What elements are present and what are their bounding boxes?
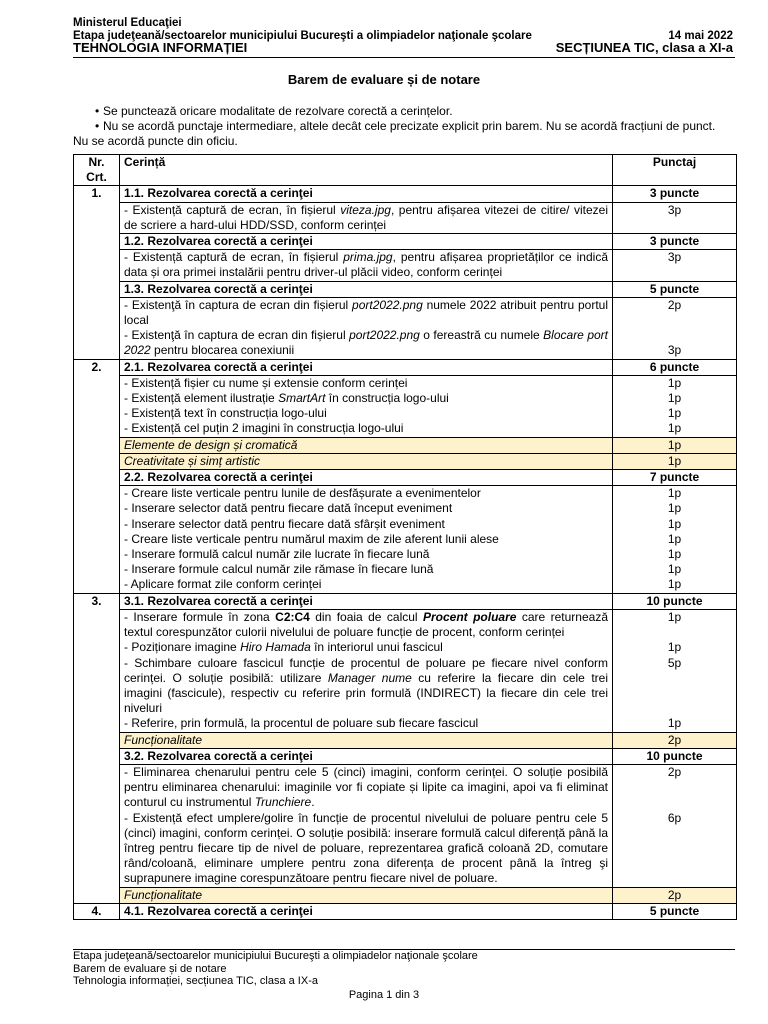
row-number: 1. [74, 186, 120, 202]
table-row [74, 532, 737, 547]
task-row [74, 903, 737, 919]
table-row [74, 716, 737, 732]
row-number [74, 811, 120, 888]
footer-subject: Tehnologia informației, secțiunea TIC, clasa a IX-a [73, 975, 318, 987]
requirement-text: Funcționalitate [120, 887, 613, 903]
row-number [74, 391, 120, 406]
requirement-text: - Inserare formulă calcul număr zile lucrate în fiecare lună [120, 547, 613, 562]
table-row [74, 517, 737, 532]
table-row [74, 250, 737, 281]
requirement-text: - Existență fișier cu nume și extensie conform cerinței [120, 375, 613, 391]
grading-table [73, 154, 737, 920]
row-number [74, 748, 120, 764]
points-value: 6 puncte [613, 359, 737, 375]
points-value: 1p [613, 547, 737, 562]
table-row [74, 732, 737, 748]
row-number [74, 562, 120, 577]
points-value: 3 puncte [613, 234, 737, 250]
task-row [74, 593, 737, 609]
table-row [74, 811, 737, 888]
table-row [74, 547, 737, 562]
bullet-icon: • [95, 104, 100, 118]
table-row [74, 764, 737, 810]
requirement-text: Creativitate și simț artistic [120, 453, 613, 469]
row-number [74, 437, 120, 453]
row-number [74, 328, 120, 359]
table-row [74, 421, 737, 437]
row-number [74, 453, 120, 469]
task-title: 2.1. Rezolvarea corectă a cerinţei [120, 359, 613, 375]
note-item: • Se punctează oricare modalitate de rezolvare corectă a cerințelor. [73, 104, 733, 119]
points-value: 2p [613, 887, 737, 903]
points-value: 1p [613, 421, 737, 437]
table-row [74, 406, 737, 421]
requirement-text: - Existență cel puțin 2 imagini în construcția logo-ului [120, 421, 613, 437]
points-value: 3 puncte [613, 186, 737, 202]
section-name: SECȚIUNEA TIC, clasa a XI-a [555, 40, 733, 55]
requirement-text: - Creare liste verticale pentru numărul maxim de zile aferent lunii alese [120, 532, 613, 547]
task-row [74, 748, 737, 764]
row-number [74, 250, 120, 281]
table-row [74, 640, 737, 655]
task-title: 1.1. Rezolvarea corectă a cerinţei [120, 186, 613, 202]
row-number [74, 609, 120, 640]
requirement-text: Funcționalitate [120, 732, 613, 748]
table-row [74, 501, 737, 516]
points-value: 1p [613, 406, 737, 421]
row-number [74, 281, 120, 297]
requirement-text: - Creare liste verticale pentru lunile de desfășurate a evenimentelor [120, 486, 613, 502]
points-value: 1p [613, 640, 737, 655]
ministry-name: Ministerul Educaţiei [73, 17, 182, 29]
task-title: 1.2. Rezolvarea corectă a cerinţei [120, 234, 613, 250]
requirement-text: - Inserare selector dată pentru fiecare dată început eveniment [120, 501, 613, 516]
row-number [74, 640, 120, 655]
row-number [74, 202, 120, 233]
row-number [74, 406, 120, 421]
table-row [74, 609, 737, 640]
points-value: 7 puncte [613, 470, 737, 486]
points-value: 10 puncte [613, 748, 737, 764]
header-divider [73, 57, 735, 58]
footer-doc-title: Barem de evaluare și de notare [73, 962, 227, 975]
requirement-text: - Schimbare culoare fascicul funcție de procentul de poluare pe fiecare nivel conform cerinței. O soluție posibilă: utilizare Manager nume cu referire la fiecare din cele trei imagini (fascicule), respectiv cu referire prin formulă (INDIRECT) la fiecare din cele trei niveluri [120, 656, 613, 717]
col-header-requirement: Cerință [120, 155, 613, 186]
requirement-text: - Eliminarea chenarului pentru cele 5 (cinci) imagini, conform cerinței. O soluție posibilă pentru eliminarea chenarului: imaginile vor fi copiate și lipite ca imagini, apoi va fi eliminat conturul cu instrumentul Trunchiere. [120, 764, 613, 810]
requirement-text: - Referire, prin formulă, la procentul de poluare sub fiecare fascicul [120, 716, 613, 732]
requirement-text: - Existență text în construcția logo-ului [120, 406, 613, 421]
col-header-points: Punctaj [613, 155, 737, 186]
task-title: 1.3. Rezolvarea corectă a cerinţei [120, 281, 613, 297]
points-value: 1p [613, 453, 737, 469]
points-value: 6p [613, 811, 737, 888]
requirement-text: - Inserare selector dată pentru fiecare dată sfârșit eveniment [120, 517, 613, 532]
subject-name: TEHNOLOGIA INFORMAȚIEI [73, 40, 248, 55]
points-value: 10 puncte [613, 593, 737, 609]
page-number: Pagina 1 din 3 [348, 989, 420, 1001]
table-row [74, 437, 737, 453]
row-number [74, 532, 120, 547]
table-row [74, 453, 737, 469]
table-header-row [74, 155, 737, 186]
table-row [74, 656, 737, 717]
requirement-text: - Poziționare imagine Hiro Hamada în interiorul unui fascicul [120, 640, 613, 655]
row-number [74, 656, 120, 717]
points-value: 3p [613, 250, 737, 281]
requirement-text: - Existență efect umplere/golire în funcție de procentul nivelului de poluare pentru cele 5 (cinci) imagini, conform cerinței. O soluție posibilă: inserare formulă calcul diferență până la întreg pentru fiecare tip de nivel de poluare, reprezentarea grafică coloană 2D, comutare rând/coloană, eliminare umplere pentru zona diferența de procent până la întreg şi suprapunere imagine corespunzătoare pentru fiecare nivel de poluare. [120, 811, 613, 888]
requirement-text: - Existență element ilustrație SmartArt în construcția logo-ului [120, 391, 613, 406]
points-value: 1p [613, 501, 737, 516]
points-value: 1p [613, 437, 737, 453]
table-row [74, 577, 737, 593]
col-header-nr: Nr. Crt. [74, 155, 120, 186]
points-value: 3p [613, 328, 737, 359]
table-row [74, 486, 737, 502]
points-value: 1p [613, 517, 737, 532]
row-number [74, 547, 120, 562]
points-value: 1p [613, 486, 737, 502]
row-number [74, 577, 120, 593]
points-value: 1p [613, 609, 737, 640]
task-title: 3.1. Rezolvarea corectă a cerinţei [120, 593, 613, 609]
row-number [74, 517, 120, 532]
note-item: • Nu se acordă punctaje intermediare, altele decât cele precizate explicit prin barem. Nu se acordă fracțiuni de punct. Nu se acordă puncte din oficiu. [73, 119, 716, 148]
row-number: 4. [74, 903, 120, 919]
points-value: 1p [613, 391, 737, 406]
row-number: 3. [74, 593, 120, 609]
requirement-text: - Inserare formule calcul număr zile rămase în fiecare lună [120, 562, 613, 577]
row-number [74, 501, 120, 516]
table-row [74, 391, 737, 406]
points-value: 5 puncte [613, 281, 737, 297]
points-value: 1p [613, 562, 737, 577]
points-value: 3p [613, 202, 737, 233]
general-notes [73, 104, 733, 149]
points-value: 1p [613, 716, 737, 732]
table-row [74, 328, 737, 359]
task-row [74, 186, 737, 202]
points-value: 1p [613, 532, 737, 547]
row-number [74, 764, 120, 810]
table-row [74, 375, 737, 391]
points-value: 2p [613, 732, 737, 748]
requirement-text: - Inserare formule în zona C2:C4 din foaia de calcul Procent poluare care returnează textul corespunzător culorii nivelului de poluare funcție de procent, conform cerinței [120, 609, 613, 640]
points-value: 5p [613, 656, 737, 717]
table-row [74, 297, 737, 328]
row-number [74, 887, 120, 903]
row-number [74, 716, 120, 732]
table-row [74, 562, 737, 577]
footer-stage: Etapa judeţeană/sectoarelor municipiului Bucureşti a olimpiadelor naţionale şcolare [73, 950, 478, 962]
competition-stage: Etapa judeţeană/sectoarelor municipiului Bucureşti a olimpiadelor naţionale şcolare [73, 30, 532, 42]
points-value: 1p [613, 375, 737, 391]
row-number [74, 421, 120, 437]
task-title: 3.2. Rezolvarea corectă a cerinţei [120, 748, 613, 764]
requirement-text: - Existență captură de ecran, în fișierul prima.jpg, pentru afișarea proprietăților ce indică data și ora primei instalării pentru driver-ul plăcii video, conform cerinței [120, 250, 613, 281]
row-number [74, 297, 120, 328]
requirement-text: Elemente de design și cromatică [120, 437, 613, 453]
table-row [74, 202, 737, 233]
requirement-text: - Aplicare format zile conform cerinței [120, 577, 613, 593]
document-title: Barem de evaluare și de notare [287, 72, 481, 87]
requirement-text: - Existenţă în captura de ecran din fișierul port2022.png o fereastră cu numele Blocare port 2022 pentru blocarea conexiunii [120, 328, 613, 359]
row-number [74, 234, 120, 250]
task-row [74, 470, 737, 486]
task-title: 4.1. Rezolvarea corectă a cerinţei [120, 903, 613, 919]
bullet-icon: • [95, 119, 100, 133]
page-footer [73, 950, 735, 988]
exam-date: 14 mai 2022 [668, 30, 733, 42]
table-row [74, 887, 737, 903]
task-row [74, 359, 737, 375]
task-row [74, 234, 737, 250]
task-title: 2.2. Rezolvarea corectă a cerinţei [120, 470, 613, 486]
points-value: 2p [613, 297, 737, 328]
task-row [74, 281, 737, 297]
points-value: 5 puncte [613, 903, 737, 919]
row-number [74, 375, 120, 391]
points-value: 2p [613, 764, 737, 810]
row-number [74, 486, 120, 502]
points-value: 1p [613, 577, 737, 593]
row-number: 2. [74, 359, 120, 375]
row-number [74, 470, 120, 486]
requirement-text: - Existență captură de ecran, în fișierul viteza.jpg, pentru afișarea vitezei de citire/ vitezei de scriere a hard-ului HDD/SSD, conform cerinței [120, 202, 613, 233]
requirement-text: - Existenţă în captura de ecran din fișierul port2022.png numele 2022 atribuit pentru portul local [120, 297, 613, 328]
row-number [74, 732, 120, 748]
